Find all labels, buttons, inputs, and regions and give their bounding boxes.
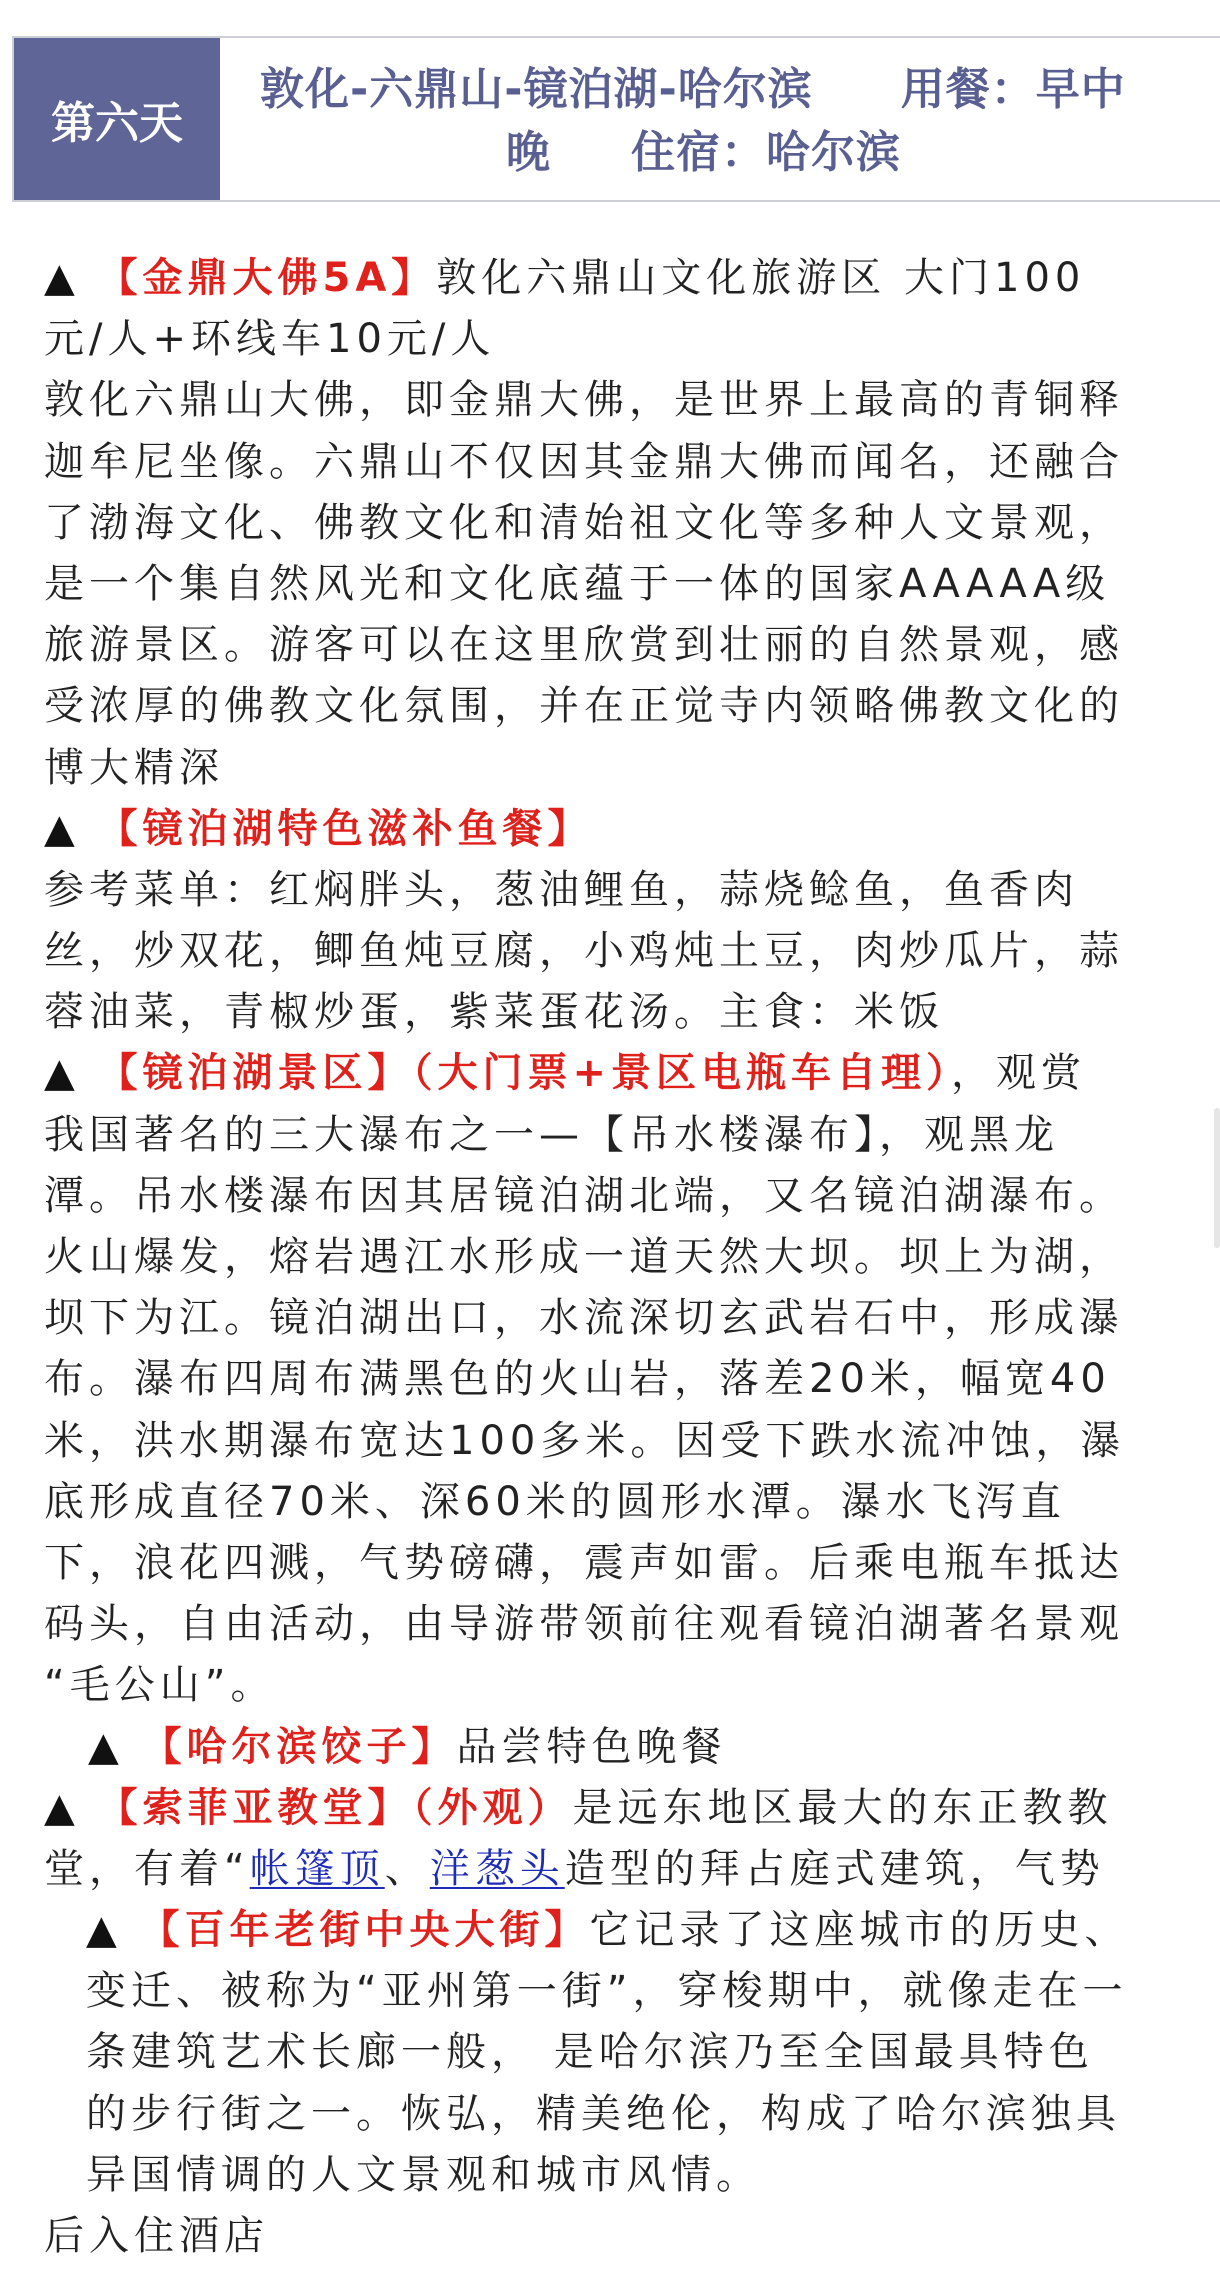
day-header [12, 36, 1220, 202]
text-line: 火山爆发，熔岩遇江水形成一道天然大坝。坝上为湖， [44, 1234, 1124, 1280]
text-line: 坝下为江。镜泊湖出口，水流深切玄武岩石中，形成瀑 [44, 1295, 1124, 1342]
text-line: 后入住酒店 [44, 2213, 269, 2259]
text-line: 米，洪水期瀑布宽达100多米。因受下跌水流冲蚀，瀑 [44, 1417, 1126, 1464]
text-line: 底形成直径70米、深60米的圆形水潭。瀑水飞泻直 [44, 1478, 1066, 1525]
highlight-title: 【百年老街中央大街】 [139, 1907, 590, 1954]
triangle-icon: ▲ [44, 1784, 80, 1831]
text-line: ▲ 【金鼎大佛5A】敦化六鼎山文化旅游区 大门100 [44, 255, 1086, 301]
triangle-icon: ▲ [86, 1907, 122, 1954]
text-line: 了渤海文化、佛教文化和清始祖文化等多种人文景观， [44, 499, 1124, 546]
triangle-icon: ▲ [88, 1723, 124, 1770]
text-line: 旅游景区。游客可以在这里欣赏到壮丽的自然景观，感 [44, 622, 1124, 669]
text-line: “毛公山”。 [44, 1662, 276, 1709]
text-line: 的步行街之一。恢弘，精美绝伦，构成了哈尔滨独具 [86, 2090, 1121, 2137]
text-line: 变迁、被称为“亚州第一街”，穿梭期中，就像走在一 [86, 1968, 1128, 2015]
day-info-line2 [260, 121, 1206, 184]
meals-text-cont: 晚 [506, 127, 551, 178]
text-line: 参考菜单：红焖胖头，葱油鲤鱼，蒜烧鲶鱼，鱼香肉 [44, 866, 1079, 913]
day-info [220, 38, 1220, 200]
text-line: ▲ 【百年老街中央大街】它记录了这座城市的历史、 [86, 1907, 1130, 1954]
tent-roof-link[interactable]: 帐篷顶 [249, 1845, 385, 1892]
onion-dome-link[interactable]: 洋葱头 [429, 1845, 565, 1892]
triangle-icon: ▲ [44, 1050, 80, 1097]
scroll-indicator[interactable] [1214, 1108, 1220, 1248]
text-line: 异国情调的人文景观和城市风情。 [86, 2151, 761, 2198]
highlight-title: 【金鼎大佛5A】 [97, 255, 437, 301]
text-line: 我国著名的三大瀑布之一—【吊水楼瀑布】，观黑龙 [44, 1111, 1059, 1158]
triangle-icon: ▲ [44, 805, 80, 852]
text-line: 码头，自由活动，由导游带领前往观看镜泊湖著名景观 [44, 1601, 1124, 1648]
text-line: 下，浪花四溅，气势磅礴，震声如雷。后乘电瓶车抵达 [44, 1539, 1124, 1586]
text-line: 迦牟尼坐像。六鼎山不仅因其金鼎大佛而闻名，还融合 [44, 438, 1124, 485]
text-line: 布。瀑布四周布满黑色的火山岩，落差20米，幅宽40 [44, 1356, 1111, 1403]
text-line: 博大精深 [44, 744, 224, 791]
text-line: 条建筑艺术长廊一般， 是哈尔滨乃至全国最具特色 [86, 2029, 1094, 2076]
text-line: 堂，有着“帐篷顶、洋葱头造型的拜占庭式建筑，气势 [44, 1845, 1105, 1892]
text-line: 丝，炒双花，鲫鱼炖豆腐，小鸡炖土豆，肉炒瓜片，蒜 [44, 928, 1124, 975]
itinerary-content [44, 248, 1176, 2267]
triangle-icon: ▲ [44, 255, 80, 301]
text-line: ▲ 【镜泊湖景区】（大门票+景区电瓶车自理），观赏 [44, 1050, 1086, 1097]
stay-text: 住宿：哈尔滨 [631, 127, 901, 178]
text-line [44, 799, 1176, 860]
route-text: 敦化-六鼎山-镜泊湖-哈尔滨 [260, 64, 813, 115]
day-info-line1 [260, 58, 1206, 121]
day-badge: 第六天 [14, 38, 220, 200]
text-line: 蓉油菜，青椒炒蛋，紫菜蛋花汤。主食：米饭 [44, 989, 944, 1036]
text-line: 元/人+环线车10元/人 [44, 316, 496, 363]
meals-text: 用餐：早中 [900, 64, 1126, 115]
highlight-title: 【镜泊湖景区】（大门票+景区电瓶车自理） [97, 1050, 951, 1097]
text-line: ▲ 【索菲亚教堂】（外观）是远东地区最大的东正教教 [44, 1784, 1113, 1831]
highlight-title: 【哈尔滨饺子】 [141, 1723, 457, 1770]
text-line: 潭。吊水楼瀑布因其居镜泊湖北端，又名镜泊湖瀑布。 [44, 1172, 1124, 1219]
highlight-title: 【索菲亚教堂】（外观） [97, 1784, 573, 1831]
text-line: 是一个集自然风光和文化底蕴于一体的国家AAAAA级 [44, 560, 1111, 607]
text-line: 受浓厚的佛教文化氛围，并在正觉寺内领略佛教文化的 [44, 683, 1124, 730]
highlight-title: 【镜泊湖特色滋补鱼餐】 [97, 805, 593, 852]
text-line: ▲ 【哈尔滨饺子】品尝特色晚餐 [88, 1723, 727, 1770]
text-line: 敦化六鼎山大佛，即金鼎大佛，是世界上最高的青铜释 [44, 377, 1124, 424]
